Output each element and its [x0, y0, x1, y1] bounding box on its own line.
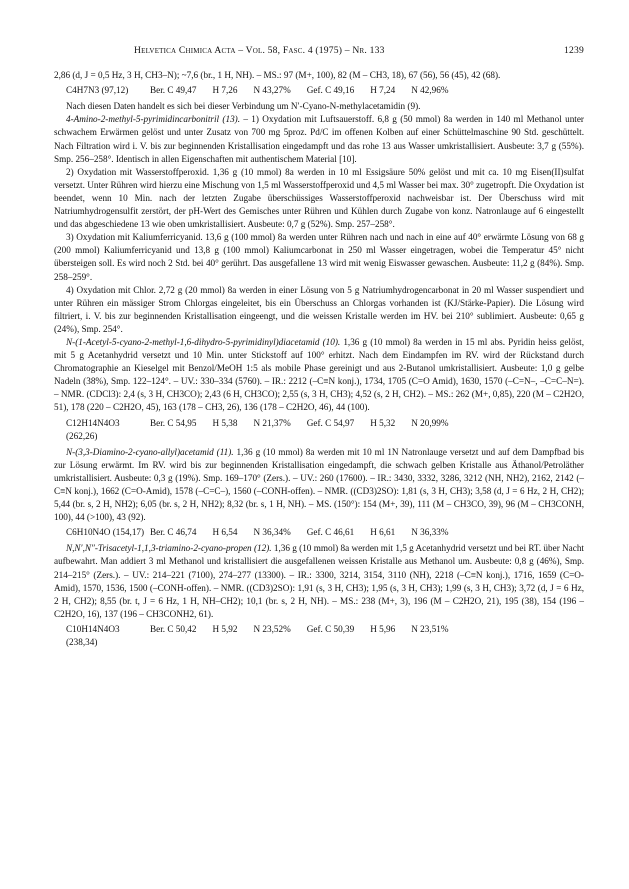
- elemental-analysis: C4H7N3 (97,12) Ber. C 49,47 H 7,26 N 43,27% Gef. C 49,16 H 7,24 N 42,96%: [66, 85, 449, 96]
- paragraph: 4) Oxydation mit Chlor. 2,72 g (20 mmol) 8a werden in einer Lösung von 5 g Natriumhydrogencarbonat in 20 ml Wasser suspendiert und unter Rühren ein mässiger Strom Chlorgas eingeleitet, bis ein Überschuss an Chlorgas vorhanden ist (KJ/Stärke-Papier). Die Lösung wird filtriert, i. V. bis zur beginnenden Kristallisation eingeengt, und die weissen Kristalle werden im HV. bei 210° sublimiert. Ausbeute: 0,65 g (24%), Smp. 254°.: [54, 284, 584, 334]
- elemental-analysis: C6H10N4O (154,17) Ber. C 46,74 H 6,54 N 36,34% Gef. C 46,61 H 6,61 N 36,33%: [66, 527, 449, 538]
- elemental-analysis: C10H14N4O3 (238,34) Ber. C 50,42 H 5,92 N 23,52% Gef. C 50,39 H 5,96 N 23,51%: [66, 623, 449, 648]
- paragraph: 3) Oxydation mit Kaliumferricyanid. 13,6 g (100 mmol) 8a werden unter Rühren nach und nach in eine auf 40° erwärmte Lösung von 68 g (200 mmol) Kaliumferricyanid und 13,8 g (100 mmol) Kaliumcarbonat in 250 ml Wasser eingetragen, wobei die Temperatur 45° nicht übersteigen soll. Es wird noch 2 Std. bei 40° gerührt. Das ausgefallene 13 wird mit wenig Eiswasser gewaschen. Ausbeute: 11,2 g (84%). Smp. 258–259°.: [54, 232, 584, 282]
- page-number: 1239: [564, 45, 584, 56]
- paragraph: 2) Oxydation mit Wasserstoffperoxid. 1,36 g (10 mmol) 8a werden in 10 ml Essigsäure 50% gelöst und mit ca. 10 mg Eisen(II)sulfat versetzt. Unter Rühren wird hierzu eine Mischung von 1,5 ml Wasserstoffperoxid und 4,5 ml Wasser bei max. 30° zugetropft. Die Oxydation ist beendet, wenn 10 Min. nach der letzten Zugabe überschüssiges Wasserstoffperoxid nachweisbar ist. Der Überschuss wird mit Natriumhydrogensulfit zerstört, der pH-Wert des Gemisches unter Rühren und Kühlen durch Zugabe von konz. Natronlauge auf 6 eingestellt und das abgeschiedene 13 wie oben umkristallisiert. Ausbeute: 0,7 g (52%). Smp. 257–258°.: [54, 166, 584, 230]
- section-paragraph: N-(1-Acetyl-5-cyano-2-methyl-1,6-dihydro-5-pyrimidinyl)diacetamid (10). 1,36 g (10 mmol) 8a werden in 15 ml abs. Pyridin heiss gelöst, mit 5 g Acetanhydrid versetzt und 10 Min. unter Stickstoff auf 100° erhitzt. Nach dem Eindampfen im RV. wird der Rückstand durch Chromatographie an Kieselgel mit Benzol/MeOH 1:5 als mobile Phase gereinigt und aus 2-Butanol umkristallisiert. Ausbeute: 1,0 g gelbe Nadeln (38%), Smp. 122–124°. – UV.: 330–334 (5760). – IR.: 2212 (–C≡N konj.), 1734, 1705 (C=O Amid), 1630, 1570 (–C=N–, –C=C–N=). – NMR. (CDCl3): 2,4 (s, 3 H, CH3CO); 2,43 (6 H, CH3CO); 2,55 (s, 3 H, CH3); 4,52 (s, 2 H, CH2). – MS.: 262 (M+, 0,85), 220 (M – C2H2O, 51), 178 (220 – C2H2O, 45), 163 (178 – CH3, 26), 136 (178 – C2H2O, 46), 44 (100).: [54, 336, 584, 413]
- section-paragraph: 4-Amino-2-methyl-5-pyrimidincarbonitril (13). – 1) Oxydation mit Luftsauerstoff. 6,8 g (50 mmol) 8a werden in 140 ml Methanol unter schwachem Erwärmen gelöst und unter Zusatz von 700 mg 5proz. Pd/C im offenen Kolben auf einer Schüttelmaschine 90 Std. geschüttelt. Nach Filtration wird i. V. bis zur beginnenden Kristallisation eingedampft und das rohe 13 aus Wasser umkristallisiert. Ausbeute: 3,7 g (55%). Smp. 256–258°. Identisch in allen Eigenschaften mit authentischem Material [10].: [54, 114, 584, 164]
- paragraph: Nach diesen Daten handelt es sich bei dieser Verbindung um N′-Cyano-N-methylacetamidin (9).: [66, 101, 421, 112]
- elemental-analysis: C12H14N4O3 (262,26) Ber. C 54,95 H 5,38 N 21,37% Gef. C 54,97 H 5,32 N 20,99%: [66, 417, 449, 441]
- compound-heading: N-(1-Acetyl-5-cyano-2-methyl-1,6-dihydro-5-pyrimidinyl)diacetamid (10).: [66, 336, 341, 347]
- paper-page: [54, 44, 584, 652]
- compound-heading: N-(3,3-Diamino-2-cyano-allyl)acetamid (11).: [66, 446, 234, 457]
- journal-title: Helvetica Chimica Acta – Vol. 58, Fasc. 4 (1975) – Nr. 133: [134, 45, 385, 56]
- section-paragraph: N,N′,N″-Trisacetyl-1,1,3-triamino-2-cyano-propen (12). 1,36 g (10 mmol) 8a werden mit 1,5 g Acetanhydrid versetzt und bei RT. über Nacht aufbewahrt. Man addiert 3 ml Methanol und kristallisiert die ausgefallenen weissen Kristalle aus Methanol um. Ausbeute: 0,8 g (46%), Smp. 214–215° (Zers.). – UV.: 214–221 (7100), 274–277 (13300). – IR.: 3300, 3214, 3154, 3110 (NH), 2218 (–C≡N konj.), 1716, 1659 (C=O-Amid), 1570, 1536, 1500 (–CONH-offen). – NMR. ((CD3)2SO): 1,91 (s, 3 H, CH3); 1,95 (s, 3 H, CH3); 1,99 (s, 3 H, CH3); 3,72 (d, J = 6 Hz, 2 H, CH2); 8,55 (br. t, J = 6 Hz, 1 H, NH–CH2); 10,1 (br. s, 2 H, NH). – MS.: 238 (M+, 3), 196 (M – C2H2O, 21), 195 (38), 154 (196 – C2H2O, 16), 137 (196 – CH3CONH2, 61).: [54, 543, 584, 619]
- section-paragraph: N-(3,3-Diamino-2-cyano-allyl)acetamid (11). 1,36 g (10 mmol) 8a werden mit 10 ml 1N Natronlauge versetzt und auf dem Dampfbad bis zur Lösung erwärmt. Im RV. wird bis zur beginnenden Kristallisation eingedampft, die schwach gelben Kristalle aus Äthanol/Petroläther umkristallisiert. Ausbeute: 0,3 g (19%). Smp. 169–170° (Zers.). – UV.: 260 (17600). – IR.: 3430, 3332, 3286, 3212 (NH, NH2), 2162, 2142 (–C≡N konj.), 1662 (C=O-Amid), 1578 (–C=C–), 1560 (–CONH-offen). – NMR. ((CD3)2SO): 1,81 (s, 3 H, CH3); 3,58 (d, J = 6 Hz, 2 H, CH2); 5,44 (br. s, 2 H, NH2); 6,05 (br. s, 2 H, NH2); 8,32 (br. s, 1 H, NH). – MS. (150°): 154 (M+, 39), 111 (M – CH3CO, 39), 96 (M – CH3CONH, 100), 44 (>100), 43 (92).: [54, 446, 584, 523]
- running-header: [54, 44, 584, 57]
- compound-heading: N,N′,N″-Trisacetyl-1,1,3-triamino-2-cyano-propen (12).: [66, 543, 272, 554]
- text-fragment: 2,86 (d, J = 0,5 Hz, 3 H, CH3–N); ~7,6 (br., 1 H, NH). – MS.: 97 (M+, 100), 82 (M – CH3, 18), 67 (56), 56 (45), 42 (68).: [54, 70, 501, 81]
- compound-heading: 4-Amino-2-methyl-5-pyrimidincarbonitril (13).: [66, 114, 241, 125]
